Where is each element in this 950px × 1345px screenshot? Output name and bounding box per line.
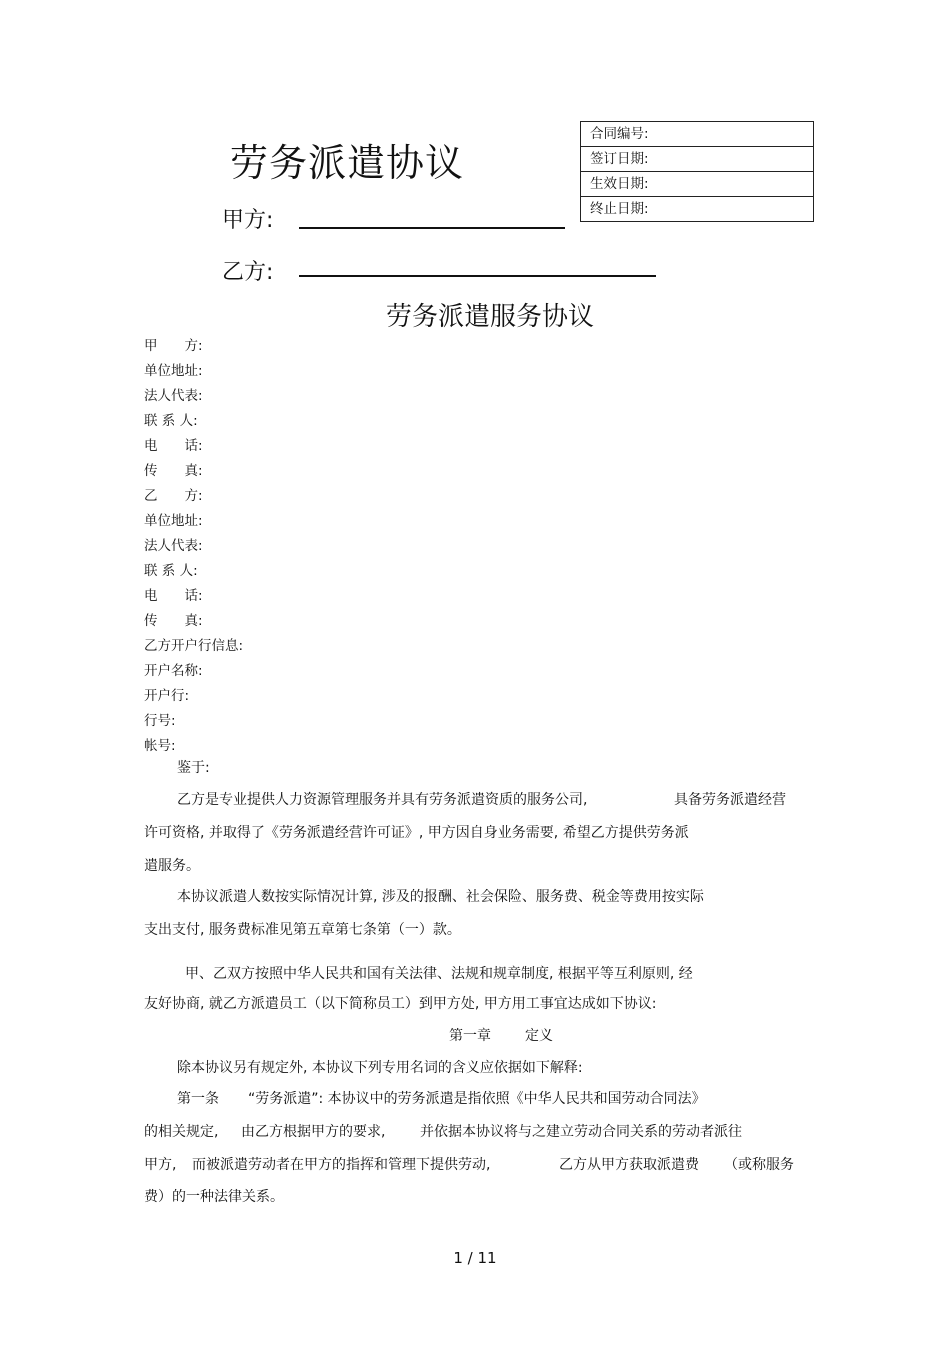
end-date-label: 终止日期: — [581, 197, 814, 222]
field-bank-code: 行号: — [144, 713, 176, 729]
para1-line2: 许可资格, 并取得了《劳务派遣经营许可证》, 甲方因自身业务需要, 希望乙方提供劳务派 — [144, 825, 689, 841]
field-legal-rep: 法人代表: — [144, 388, 203, 404]
party-a-blank-line — [299, 227, 565, 229]
article1-line3b: 而被派遣劳动者在甲方的指挥和管理下提供劳动, — [192, 1157, 491, 1173]
document-title: 劳务派遣服务协议 — [385, 302, 594, 332]
party-b-label: 乙方: — [222, 260, 274, 285]
effective-date-label: 生效日期: — [581, 172, 814, 197]
para2-line2: 支出支付, 服务费标准见第五章第七条第（一）款。 — [144, 922, 461, 938]
article1-line2b: 由乙方根据甲方的要求, — [241, 1124, 386, 1140]
field-phone: 电 话: — [144, 588, 203, 604]
field-fax: 传 真: — [144, 613, 203, 629]
field-address: 单位地址: — [144, 513, 203, 529]
article1-number: 第一条 — [177, 1091, 219, 1107]
party-a-label: 甲方: — [222, 208, 274, 233]
field-account-number: 帐号: — [144, 738, 176, 754]
whereas-label: 鉴于: — [177, 760, 210, 776]
chapter-number: 第一章 — [449, 1028, 491, 1044]
field-bank: 开户行: — [144, 688, 190, 704]
sign-date-label: 签订日期: — [581, 147, 814, 172]
page-number: 1 / 11 — [453, 1249, 497, 1267]
para1-line3: 遣服务。 — [144, 858, 200, 874]
article1-line3d: （或称服务 — [724, 1157, 794, 1173]
field-party-a: 甲 方: — [144, 338, 203, 354]
article1-line2c: 并依据本协议将与之建立劳动合同关系的劳动者派往 — [420, 1124, 742, 1140]
party-b-blank-line — [299, 275, 656, 277]
effective-date-row — [581, 172, 814, 197]
para3-line2: 友好协商, 就乙方派遣员工（以下简称员工）到甲方处, 甲方用工事宜达成如下协议: — [144, 996, 657, 1012]
field-bank-info: 乙方开户行信息: — [144, 638, 244, 654]
cover-title: 劳务派遣协议 — [230, 141, 465, 185]
field-address: 单位地址: — [144, 363, 203, 379]
field-legal-rep: 法人代表: — [144, 538, 203, 554]
field-account-name: 开户名称: — [144, 663, 203, 679]
para4: 除本协议另有规定外, 本协议下列专用名词的含义应依据如下解释: — [177, 1060, 583, 1076]
article1-line3c: 乙方从甲方获取派遣费 — [559, 1157, 699, 1173]
field-fax: 传 真: — [144, 463, 203, 479]
article1-line2a: 的相关规定, — [144, 1124, 219, 1140]
article1-line3a: 甲方, — [144, 1157, 177, 1173]
para1-line1a: 乙方是专业提供人力资源管理服务并具有劳务派遣资质的服务公司, — [177, 792, 588, 808]
field-contact: 联 系 人: — [144, 413, 198, 429]
field-party-b: 乙 方: — [144, 488, 203, 504]
contract-number-row — [581, 122, 814, 147]
sign-date-row — [581, 147, 814, 172]
para1-line1b: 具备劳务派遣经营 — [674, 792, 786, 808]
field-phone: 电 话: — [144, 438, 203, 454]
para3-line1: 甲、乙双方按照中华人民共和国有关法律、法规和规章制度, 根据平等互利原则, 经 — [185, 966, 693, 982]
article1-line4: 费）的一种法律关系。 — [144, 1189, 284, 1205]
field-contact: 联 系 人: — [144, 563, 198, 579]
article1-term: “劳务派遣”: 本协议中的劳务派遣是指依照《中华人民共和国劳动合同法》 — [248, 1091, 706, 1107]
para2-line1: 本协议派遣人数按实际情况计算, 涉及的报酬、社会保险、服务费、税金等费用按实际 — [177, 889, 704, 905]
chapter-name: 定义 — [525, 1028, 553, 1044]
contract-info-table — [580, 121, 814, 222]
end-date-row — [581, 197, 814, 222]
contract-number-label: 合同编号: — [581, 122, 814, 147]
